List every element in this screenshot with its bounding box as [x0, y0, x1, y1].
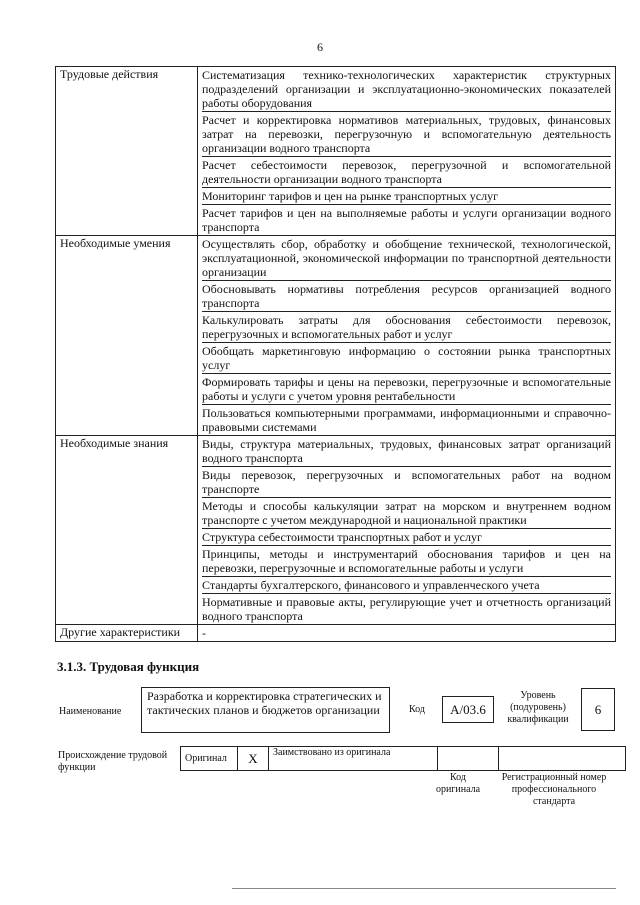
list-item: Виды перевозок, перегрузочных и вспомогательных работ на водном транспорте	[202, 468, 611, 496]
divider	[232, 888, 616, 889]
origin-table	[180, 746, 626, 771]
table-row	[56, 436, 616, 625]
list-item: Структура себестоимости транспортных работ и услуг	[202, 529, 611, 546]
list-item: Осуществлять сбор, обработку и обобщение технической, технологической, эксплуатационной, экономической информации по транспортной деятельности организации	[202, 237, 611, 279]
origin-label: Происхождение трудовой функции	[58, 750, 168, 773]
function-code-value: А/03.6	[442, 696, 494, 723]
row-content	[198, 236, 616, 436]
list-item: Формировать тарифы и цены на перевозки, перегрузочные и вспомогательные работы и услуги с учетом уровня рентабельности	[202, 375, 611, 403]
list-item: Расчет и корректировка нормативов материальных, трудовых, финансовых затрат на перевозки, перегрузочную и вспомогательную деятельность организации водного транспорта	[202, 113, 611, 155]
origin-reg-cell	[499, 747, 626, 771]
page-number: 6	[317, 40, 323, 54]
level-label: Уровень (подуровень) квалификации	[507, 690, 569, 725]
row-label: Необходимые знания	[56, 436, 198, 625]
row-label: Трудовые действия	[56, 67, 198, 236]
row-label: Другие характеристики	[56, 625, 198, 642]
reg-number-label: Регистрационный номер профессионального стандарта	[501, 772, 607, 807]
list-item: Принципы, методы и инструментарий обоснования тарифов и цен на перевозки, перегрузочные и вспомогательные работы и услуги	[202, 547, 611, 575]
list-item: Калькулировать затраты для обоснования себестоимости перевозок, перегрузочных и вспомогательных работ и услуг	[202, 313, 611, 341]
name-label: Наименование	[59, 706, 122, 717]
labor-function-table	[55, 66, 616, 642]
list-item: Систематизация технико-технологических характеристик структурных подразделений организации и эксплуатационно-экономических показателей работы оборудования	[202, 68, 611, 110]
row-content	[198, 67, 616, 236]
origin-code-cell	[438, 747, 499, 771]
table-row	[56, 236, 616, 436]
list-item: Пользоваться компьютерными программами, информационными и справочно-правовыми системами	[202, 406, 611, 434]
list-item: Обобщать маркетинговую информацию о состоянии рынка транспортных услуг	[202, 344, 611, 372]
list-item: Обосновывать нормативы потребления ресурсов организацией водного транспорта	[202, 282, 611, 310]
function-name-value: Разработка и корректировка стратегических и тактических планов и бюджетов организации	[141, 687, 390, 733]
list-item: Методы и способы калькуляции затрат на морском и внутреннем водном транспорте с учетом международной и национальной практики	[202, 499, 611, 527]
origin-mark-cell: X	[238, 747, 269, 771]
list-item: Стандарты бухгалтерского, финансового и управленческого учета	[202, 577, 611, 594]
list-item: Расчет тарифов и цен на выполняемые работы и услуги организации водного транспорта	[202, 206, 611, 234]
row-label: Необходимые умения	[56, 236, 198, 436]
origin-original-cell: Оригинал	[181, 747, 238, 771]
row-content	[198, 436, 616, 625]
list-item: Нормативные и правовые акты, регулирующие учет и отчетность организаций водного транспорта	[202, 595, 611, 623]
list-item: Расчет себестоимости перевозок, перегрузочной и вспомогательной деятельности организации водного транспорта	[202, 158, 611, 186]
origin-borrowed-cell: Заимствовано из оригинала	[269, 747, 438, 771]
row-content	[198, 625, 616, 642]
table-row	[56, 67, 616, 236]
section-title: 3.1.3. Трудовая функция	[57, 659, 200, 674]
code-original-label: Код оригинала	[435, 772, 481, 795]
code-label: Код	[409, 704, 425, 715]
list-item: Виды, структура материальных, трудовых, финансовых затрат организаций водного транспорта	[202, 437, 611, 465]
table-row	[56, 625, 616, 642]
qualification-level-value: 6	[581, 688, 615, 731]
list-item: -	[202, 626, 206, 640]
list-item: Мониторинг тарифов и цен на рынке транспортных услуг	[202, 188, 611, 205]
